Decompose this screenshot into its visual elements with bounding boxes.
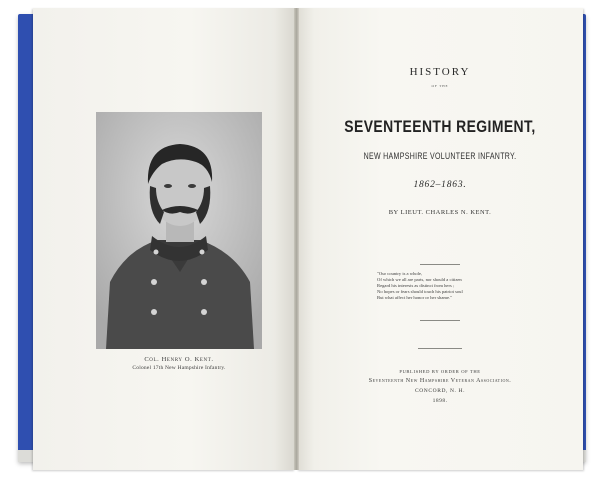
quote-line: "Our country is a whole, — [377, 271, 423, 276]
publisher-line: PUBLISHED BY ORDER OF THE — [399, 369, 481, 374]
title-author: BY LIEUT. CHARLES N. KENT. — [388, 209, 492, 216]
rule-divider-publisher — [418, 348, 462, 349]
frontispiece-portrait — [96, 112, 262, 349]
publisher-place: CONCORD, N. H. — [414, 388, 466, 394]
title-of-the: OF THE — [431, 84, 449, 88]
rule-divider-bottom — [420, 320, 460, 321]
portrait-illustration — [96, 112, 262, 349]
publisher-association: Seventeenth New Hampshire Veteran Association. — [368, 378, 512, 384]
quote-line: Of which we all are parts, nor should a citizen — [377, 277, 462, 283]
publisher-year: 1898. — [432, 398, 448, 404]
quote-line: But what affect her honor or her shame." — [377, 295, 453, 301]
title-regiment: SEVENTEENTH REGIMENT, — [344, 117, 536, 136]
portrait-caption-name: Col. Henry O. Kent. — [144, 356, 214, 363]
quote-line: No hopes or fears should touch his patriot soul — [377, 289, 463, 295]
title-years: 1862–1863. — [413, 180, 467, 190]
title-unit: NEW HAMPSHIRE VOLUNTEER INFANTRY. — [363, 151, 517, 161]
epigraph-quote — [377, 271, 507, 301]
title-history: HISTORY — [409, 66, 471, 78]
rule-divider-top — [420, 264, 460, 265]
portrait-caption-rank: Colonel 17th New Hampshire Infantry. — [132, 365, 226, 371]
quote-line: Regard his interests as distinct from hers ; — [377, 283, 455, 289]
